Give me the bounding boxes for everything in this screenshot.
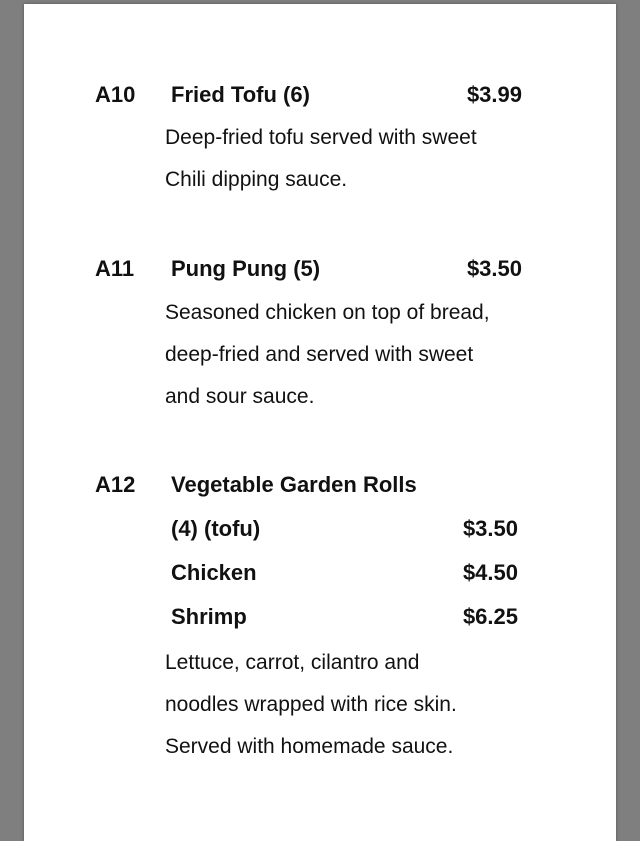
option-price: $3.50 [462,516,518,541]
option-label: Shrimp [171,604,247,629]
item-description-line: Deep-fried tofu served with sweet [165,126,477,149]
item-description-line: deep-fried and served with sweet [165,343,474,366]
menu-page [24,4,616,841]
option-label: (4) (tofu) [171,516,261,541]
item-price: $3.50 [466,256,522,281]
item-code: A11 [95,256,135,281]
item-description-line: and sour sauce. [165,385,315,408]
option-price: $6.25 [462,604,518,629]
item-code: A12 [95,472,136,497]
option-price: $4.50 [462,560,518,585]
item-name: Fried Tofu (6) [171,82,310,107]
item-price: $3.99 [466,82,522,107]
item-description-line: Served with homemade sauce. [165,735,454,758]
option-label: Chicken [171,560,257,585]
item-code: A10 [95,82,136,107]
item-description-line: noodles wrapped with rice skin. [165,693,457,716]
item-description-line: Seasoned chicken on top of bread, [165,301,490,324]
item-name: Pung Pung (5) [171,256,321,281]
item-description-line: Chili dipping sauce. [165,168,348,191]
item-description-line: Lettuce, carrot, cilantro and [165,651,420,674]
item-name: Vegetable Garden Rolls [171,472,417,497]
